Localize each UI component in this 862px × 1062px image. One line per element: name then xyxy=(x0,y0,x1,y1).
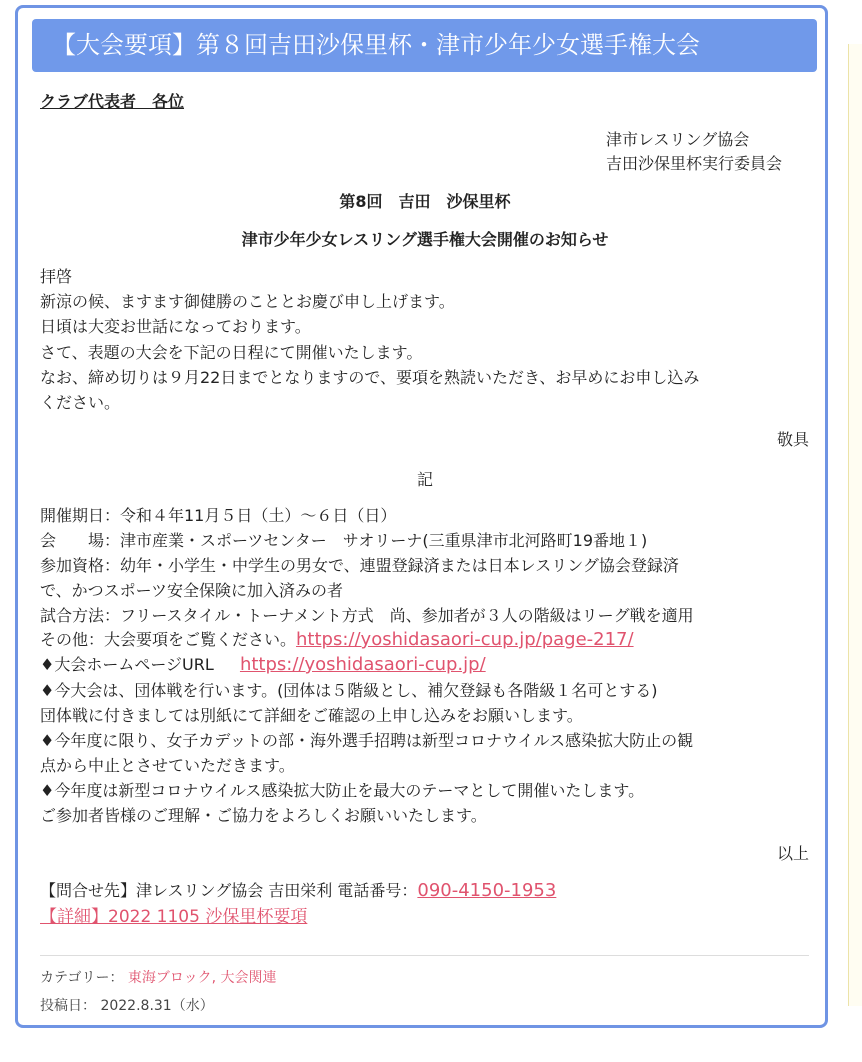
homepage-label: ♦大会ホームページURL xyxy=(40,655,230,674)
detail-date: 開催期日：令和４年11月５日（土）～６日（日） xyxy=(40,506,397,525)
posted-row xyxy=(40,995,214,1017)
homepage-link[interactable]: https://yoshidasaori-cup.jp/ xyxy=(239,654,486,675)
greeting-line: ください。 xyxy=(40,393,121,412)
sender-association: 津市レスリング協会 xyxy=(606,130,750,149)
detail-eligibility: 参加資格：幼年・小学生・中学生の男女で、連盟登録済または日本レスリング協会登録済 xyxy=(40,556,679,575)
closing: 敬具 xyxy=(776,430,809,449)
category-link-tokai[interactable]: 東海ブロック xyxy=(127,970,212,986)
footer-divider xyxy=(40,955,809,956)
category-separator: , xyxy=(211,970,221,986)
greeting-line: 拝啓 xyxy=(40,267,73,286)
page-title: 【大会要項】第８回吉田沙保里杯・津市少年少女選手権大会 xyxy=(32,19,817,72)
category-row xyxy=(40,967,277,989)
sender-committee: 吉田沙保里杯実行委員会 xyxy=(606,154,783,173)
guideline-link[interactable]: https://yoshidasaori-cup.jp/page-217/ xyxy=(296,629,634,650)
greeting-line: 日頃は大変お世話になっております。 xyxy=(40,317,311,336)
contact-phone-link[interactable]: 090-4150-1953 xyxy=(417,880,557,901)
note-covid: ♦今年度は新型コロナウイルス感染拡大防止を最大のテーマとして開催いたします。 xyxy=(40,781,645,800)
detail-venue: 会 場：津市産業・スポーツセンター サオリーナ(三重県津市北河路町19番地１) xyxy=(40,531,648,550)
detail-method: 試合方法：フリースタイル・トーナメント方式 尚、参加者が３人の階級はリーグ戦を適用 xyxy=(40,606,694,625)
detail-pdf-link[interactable]: 【詳細】2022 1105 沙保里杯要項 xyxy=(40,907,308,927)
contact-row xyxy=(40,880,556,902)
note-cadet: ♦今年度に限り、女子カデットの部・海外選手招聘は新型コロナウイルス感染拡大防止の観 xyxy=(40,731,694,750)
addressee: クラブ代表者 各位 xyxy=(40,92,185,111)
contact-label: 【問合せ先】津レスリング協会 吉田栄利 電話番号： xyxy=(40,881,418,900)
detail-other-label: その他：大会要項をご覧ください。 xyxy=(40,630,297,649)
heading-announcement: 津市少年少女レスリング選手権大会開催のお知らせ xyxy=(241,230,609,249)
note-team: 団体戦に付きましては別紙にて詳細をご確認の上申し込みをお願いします。 xyxy=(40,706,583,725)
greeting-line: 新涼の候、ますます御健勝のこととお慶び申し上げます。 xyxy=(40,292,455,311)
detail-other xyxy=(40,629,634,651)
note-covid: ご参加者皆様のご理解・ご協力をよろしくお願いいたします。 xyxy=(40,806,487,825)
greeting-line: さて、表題の大会を下記の日程にて開催いたします。 xyxy=(40,343,423,362)
homepage-row xyxy=(40,654,486,676)
posted-date: 2022.8.31（水） xyxy=(100,998,214,1014)
note-team: ♦今大会は、団体戦を行います。(団体は５階級とし、補欠登録も各階級１名可とする) xyxy=(40,681,658,700)
detail-eligibility: で、かつスポーツ安全保険に加入済みの者 xyxy=(40,581,344,600)
heading-cup: 第8回 吉田 沙保里杯 xyxy=(339,192,511,211)
category-link-event[interactable]: 大会関連 xyxy=(220,970,277,986)
end-marker: 以上 xyxy=(776,844,809,863)
detail-row xyxy=(40,906,307,928)
category-label: カテゴリー： xyxy=(40,970,124,986)
greeting-line: なお、締め切りは９月22日までとなりますので、要項を熟読いただき、お早めにお申し込み xyxy=(40,368,700,387)
ki-marker: 記 xyxy=(416,470,433,489)
posted-label: 投稿日： xyxy=(40,998,96,1014)
note-cadet: 点から中止とさせていただきます。 xyxy=(40,756,295,775)
sidebar-edge xyxy=(848,44,862,1006)
